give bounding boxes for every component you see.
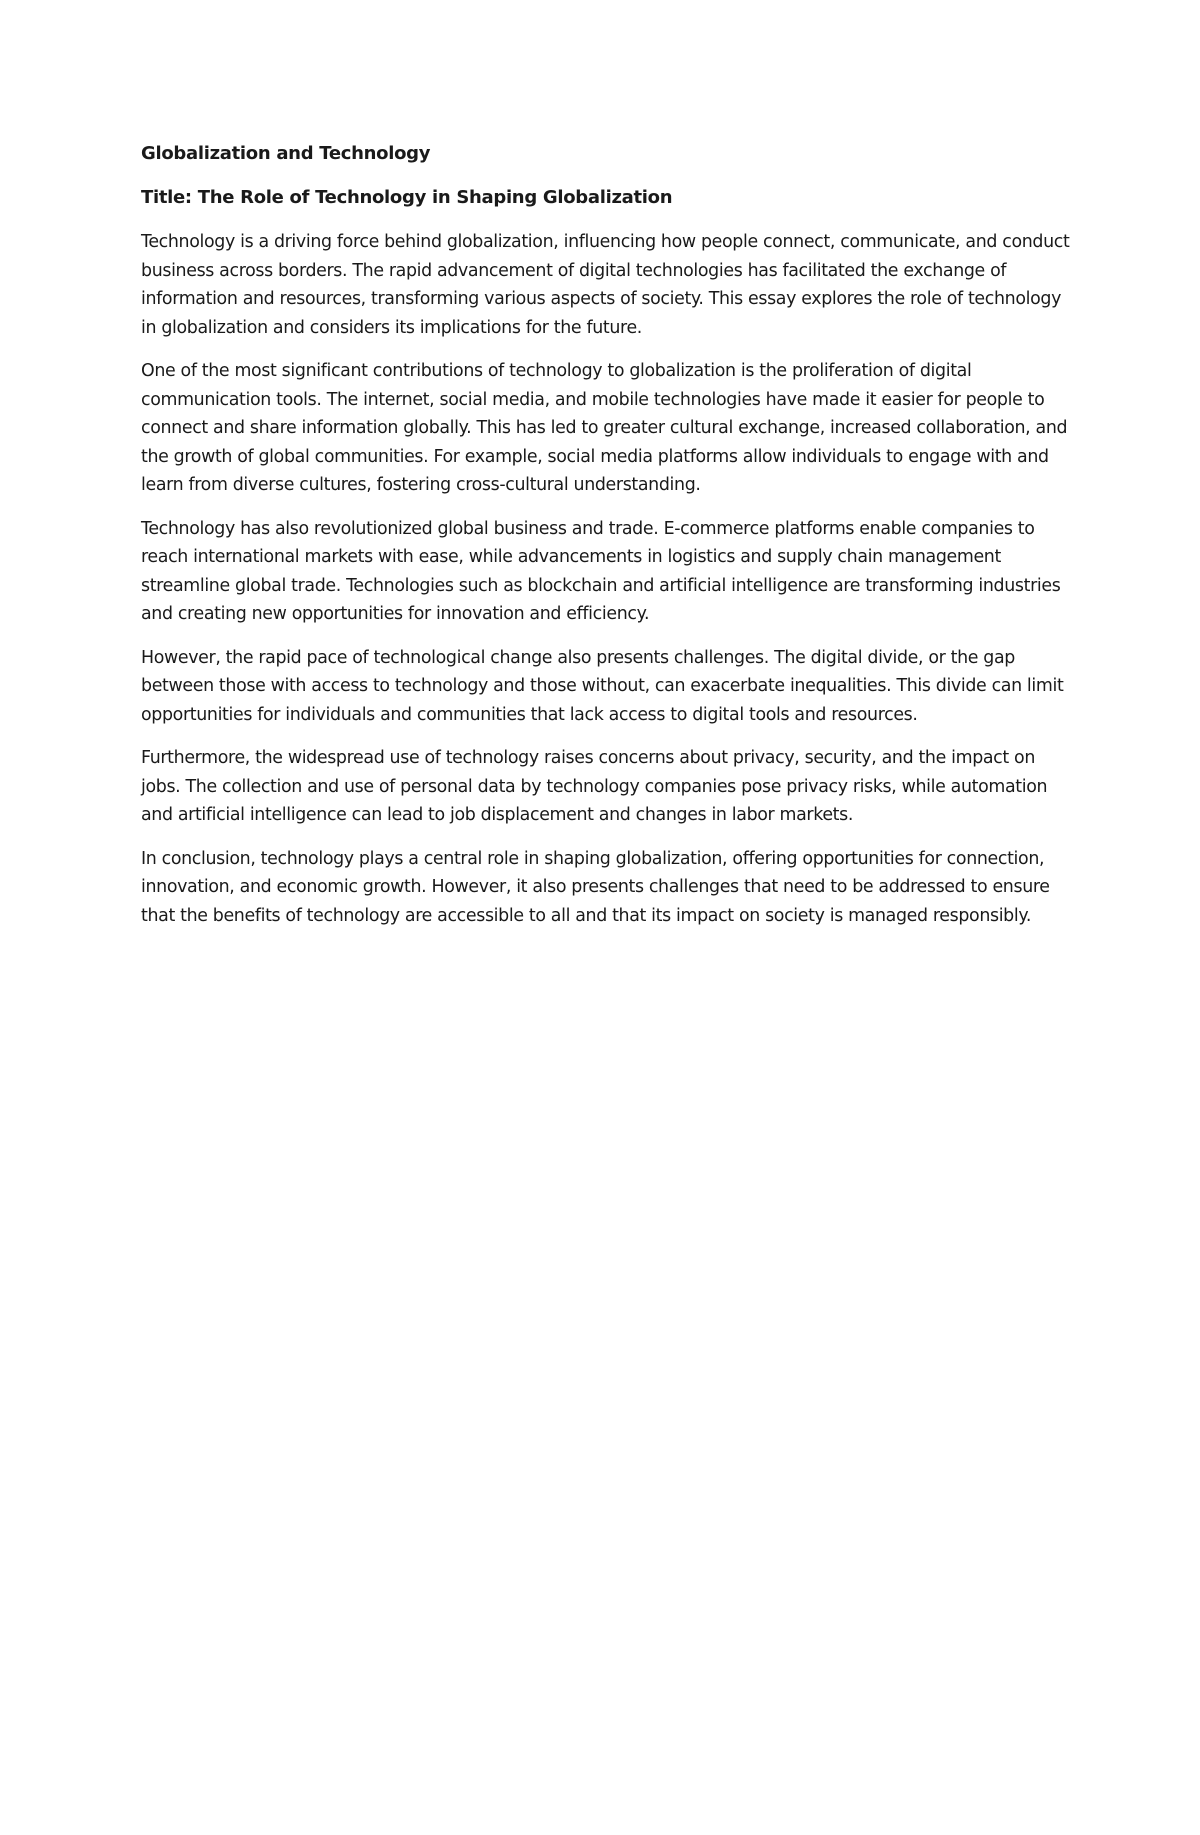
essay-title: Title: The Role of Technology in Shaping Globalization	[141, 187, 673, 208]
paragraph-introduction: Technology is a driving force behind globalization, influencing how people connect, communicate, and conduct business across borders. The rapid advancement of digital technologies has facilitated the exchange of information and resources, transforming various aspects of society. This essay explores the role of technology in globalization and considers its implications for the future.	[141, 232, 1070, 338]
paragraph-communication: One of the most significant contributions of technology to globalization is the proliferation of digital communication tools. The internet, social media, and mobile technologies have made it easier for people to connect and share information globally. This has led to greater cultural exchange, increased collaboration, and the growth of global communities. For example, social media platforms allow individuals to engage with and learn from diverse cultures, fostering cross-cultural understanding.	[141, 361, 1068, 495]
paragraph-conclusion: In conclusion, technology plays a central role in shaping globalization, offering opportunities for connection, innovation, and economic growth. However, it also presents challenges that need to be addressed to ensure that the benefits of technology are accessible to all and that its impact on society is managed responsibly.	[141, 848, 1050, 926]
paragraph-privacy-jobs: Furthermore, the widespread use of technology raises concerns about privacy, security, and the impact on jobs. The collection and use of personal data by technology companies pose privacy risks, while automation and artificial intelligence can lead to job displacement and changes in labor markets.	[141, 748, 1048, 825]
document-body	[141, 140, 1071, 945]
document-heading: Globalization and Technology	[141, 143, 431, 164]
paragraph-business-trade: Technology has also revolutionized global business and trade. E-commerce platforms enable companies to reach international markets with ease, while advancements in logistics and supply chain management streamline global trade. Technologies such as blockchain and artificial intelligence are transforming industries and creating new opportunities for innovation and efficiency.	[141, 518, 1061, 624]
paragraph-challenges: However, the rapid pace of technological change also presents challenges. The digital divide, or the gap between those with access to technology and those without, can exacerbate inequalities. This divide can limit opportunities for individuals and communities that lack access to digital tools and resources.	[141, 647, 1064, 725]
